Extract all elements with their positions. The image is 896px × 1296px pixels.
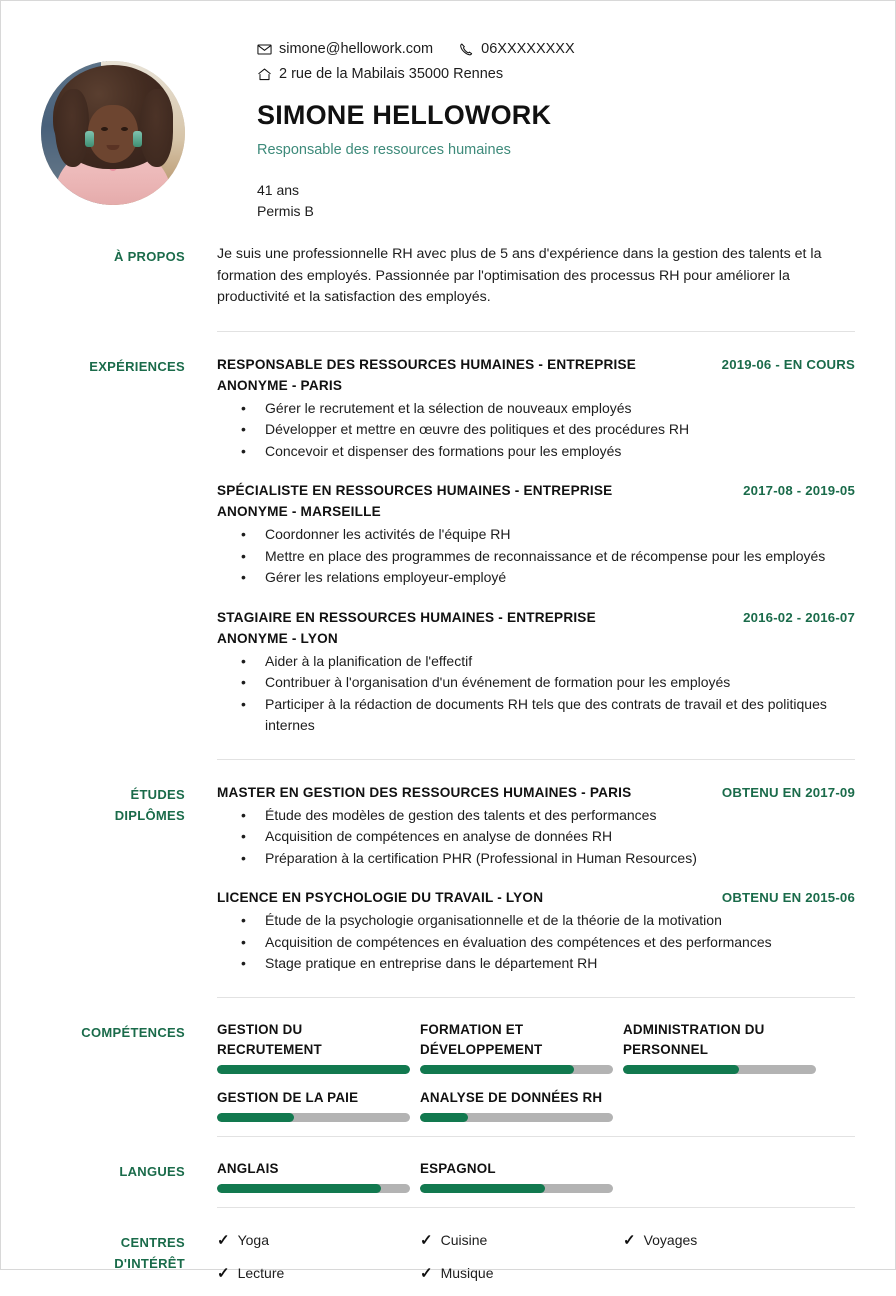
skill-bar bbox=[420, 1065, 613, 1074]
section-languages bbox=[1, 1159, 895, 1207]
list-item: • Étude des modèles de gestion des talents et des performances bbox=[241, 805, 855, 827]
interest-item bbox=[217, 1263, 410, 1284]
section-skills bbox=[1, 1020, 895, 1136]
language-name: ESPAGNOL bbox=[420, 1160, 496, 1176]
interest-item bbox=[217, 1230, 410, 1251]
check-icon: ✓ bbox=[217, 1264, 230, 1282]
languages-grid bbox=[217, 1159, 855, 1207]
education-bullets bbox=[217, 910, 855, 975]
experience-entry bbox=[217, 354, 855, 463]
address-text: 2 rue de la Mabilais 35000 Rennes bbox=[279, 66, 504, 82]
interest-item bbox=[623, 1230, 816, 1251]
interest-label: Cuisine bbox=[440, 1231, 488, 1248]
education-bullets bbox=[217, 805, 855, 870]
licence-text: Permis B bbox=[257, 203, 314, 219]
avatar-eye-right bbox=[121, 127, 128, 131]
experience-title: STAGIAIRE EN RESSOURCES HUMAINES - ENTREPRISE ANONYME - LYON bbox=[217, 609, 596, 646]
resume-header bbox=[1, 1, 895, 222]
list-item: • Acquisition de compétences en évaluation des compétences et des performances bbox=[241, 932, 855, 954]
email-contact[interactable] bbox=[257, 39, 433, 60]
avatar-earring-left bbox=[85, 131, 94, 147]
divider-skills bbox=[217, 1136, 855, 1137]
section-label-experiences: EXPÉRIENCES bbox=[89, 358, 185, 374]
section-label-interests-line2: D'INTÉRÊT bbox=[114, 1255, 185, 1271]
language-name: ANGLAIS bbox=[217, 1160, 279, 1176]
experience-title: RESPONSABLE DES RESSOURCES HUMAINES - ENTREPRISE ANONYME - PARIS bbox=[217, 356, 636, 393]
section-label-interests bbox=[41, 1230, 217, 1274]
experience-date: 2017-08 - 2019-05 bbox=[743, 483, 855, 498]
skill-bar bbox=[217, 1065, 410, 1074]
section-label-interests-line1: CENTRES bbox=[120, 1234, 185, 1250]
section-label-education bbox=[41, 782, 217, 826]
header-info bbox=[257, 31, 855, 222]
language-bar bbox=[420, 1184, 613, 1193]
skill-name: ADMINISTRATION DU PERSONNEL bbox=[623, 1021, 765, 1057]
skill-item bbox=[623, 1020, 816, 1074]
skill-name: GESTION DE LA PAIE bbox=[217, 1089, 359, 1105]
divider-about bbox=[217, 331, 855, 332]
phone-contact[interactable] bbox=[459, 39, 575, 60]
avatar-container bbox=[41, 61, 185, 205]
skill-item bbox=[420, 1020, 613, 1074]
education-date: OBTENU EN 2017-09 bbox=[721, 784, 855, 800]
section-about bbox=[1, 244, 895, 309]
skill-bar bbox=[420, 1113, 613, 1122]
interest-label: Yoga bbox=[237, 1231, 269, 1248]
phone-text: 06XXXXXXXX bbox=[481, 41, 575, 57]
phone-icon bbox=[459, 42, 474, 57]
interests-grid bbox=[217, 1230, 855, 1296]
contact-row-primary bbox=[257, 39, 855, 60]
experience-date: 2016-02 - 2016-07 bbox=[743, 609, 855, 625]
skill-item bbox=[217, 1088, 410, 1122]
section-education bbox=[1, 782, 895, 975]
skill-name: FORMATION ET DÉVELOPPEMENT bbox=[420, 1021, 543, 1057]
age-text: 41 ans bbox=[257, 182, 300, 198]
language-bar-fill bbox=[217, 1184, 381, 1193]
education-entry bbox=[217, 782, 855, 870]
about-text: Je suis une professionnelle RH avec plus de 5 ans d'expérience dans la gestion des talents et la formation des employés. Passionnée par l'optimisation des processus RH pour améliorer la productivité et la satisfaction des employés. bbox=[217, 246, 822, 305]
experience-bullets bbox=[217, 398, 855, 463]
divider-experiences bbox=[217, 759, 855, 760]
avatar-earring-right bbox=[133, 131, 142, 147]
home-icon bbox=[257, 67, 272, 82]
section-label-education-line2: DIPLÔMES bbox=[114, 807, 185, 823]
list-item: • Contribuer à l'organisation d'un événement de formation pour les employés bbox=[241, 672, 855, 694]
interest-label: Lecture bbox=[237, 1264, 285, 1281]
experience-title: SPÉCIALISTE EN RESSOURCES HUMAINES - ENTREPRISE ANONYME - MARSEILLE bbox=[217, 483, 613, 519]
section-interests bbox=[1, 1230, 895, 1296]
experience-entry bbox=[217, 480, 855, 589]
skill-item bbox=[420, 1088, 613, 1122]
avatar-eye-left bbox=[101, 127, 108, 131]
language-item bbox=[420, 1159, 613, 1193]
avatar-hair-right bbox=[139, 89, 173, 167]
skill-bar-fill bbox=[217, 1065, 410, 1074]
list-item: • Aider à la planification de l'effectif bbox=[241, 651, 855, 673]
list-item: • Acquisition de compétences en analyse de données RH bbox=[241, 826, 855, 848]
education-title: MASTER EN GESTION DES RESSOURCES HUMAINES - PARIS bbox=[217, 784, 632, 800]
experience-date: 2019-06 - EN COURS bbox=[721, 356, 855, 372]
avatar-face bbox=[88, 105, 138, 163]
list-item: • Coordonner les activités de l'équipe RH bbox=[241, 524, 855, 546]
experience-entry bbox=[217, 607, 855, 737]
divider-education bbox=[217, 997, 855, 998]
interest-label: Musique bbox=[440, 1264, 494, 1281]
avatar bbox=[41, 61, 185, 205]
list-item: • Stage pratique en entreprise dans le département RH bbox=[241, 953, 855, 975]
list-item: • Étude de la psychologie organisationnelle et de la théorie de la motivation bbox=[241, 910, 855, 932]
list-item: • Concevoir et dispenser des formations pour les employés bbox=[241, 441, 855, 463]
list-item: • Gérer le recrutement et la sélection de nouveaux employés bbox=[241, 398, 855, 420]
email-text: simone@hellowork.com bbox=[279, 41, 434, 57]
language-placeholder bbox=[623, 1159, 816, 1207]
skill-name: ANALYSE DE DONNÉES RH bbox=[420, 1089, 603, 1105]
skill-bar-fill bbox=[217, 1113, 294, 1122]
skill-bar-fill bbox=[623, 1065, 739, 1074]
experience-bullets bbox=[217, 524, 855, 589]
job-title: Responsable des ressources humaines bbox=[257, 142, 511, 158]
section-experiences bbox=[1, 354, 895, 737]
section-label-about: À PROPOS bbox=[113, 249, 185, 264]
interest-item bbox=[420, 1263, 613, 1284]
contact-row-address bbox=[257, 64, 855, 85]
education-entry bbox=[217, 887, 855, 975]
skill-item bbox=[217, 1020, 410, 1074]
education-date: OBTENU EN 2015-06 bbox=[721, 890, 855, 905]
list-item: • Développer et mettre en œuvre des politiques et des procédures RH bbox=[241, 419, 855, 441]
skill-bar-fill bbox=[420, 1065, 574, 1074]
divider-languages bbox=[217, 1207, 855, 1208]
interest-item bbox=[420, 1230, 613, 1251]
language-item bbox=[217, 1159, 410, 1193]
check-icon: ✓ bbox=[217, 1231, 230, 1249]
section-label-languages: LANGUES bbox=[119, 1163, 185, 1179]
interest-label: Voyages bbox=[643, 1231, 698, 1248]
skill-bar bbox=[623, 1065, 816, 1074]
page-title: SIMONE HELLOWORK bbox=[257, 100, 552, 130]
language-bar bbox=[217, 1184, 410, 1193]
list-item: • Mettre en place des programmes de reconnaissance et de récompense pour les employés bbox=[241, 546, 855, 568]
check-icon: ✓ bbox=[623, 1231, 636, 1249]
language-bar-fill bbox=[420, 1184, 545, 1193]
skill-bar-fill bbox=[420, 1113, 468, 1122]
list-item: • Préparation à la certification PHR (Professional in Human Resources) bbox=[241, 848, 855, 870]
check-icon: ✓ bbox=[420, 1264, 433, 1282]
list-item: • Participer à la rédaction de documents RH tels que des contrats de travail et des politiques internes bbox=[241, 694, 855, 737]
list-item: • Gérer les relations employeur-employé bbox=[241, 567, 855, 589]
personal-meta bbox=[257, 180, 855, 222]
skill-bar bbox=[217, 1113, 410, 1122]
skill-name: GESTION DU RECRUTEMENT bbox=[217, 1021, 322, 1057]
avatar-hair-left bbox=[55, 89, 89, 167]
section-label-education-line1: ÉTUDES bbox=[130, 786, 185, 802]
address-contact bbox=[257, 64, 503, 85]
envelope-icon bbox=[257, 42, 272, 57]
section-label-skills: COMPÉTENCES bbox=[81, 1024, 185, 1040]
education-title: LICENCE EN PSYCHOLOGIE DU TRAVAIL - LYON bbox=[217, 890, 544, 905]
check-icon: ✓ bbox=[420, 1231, 433, 1249]
skills-grid bbox=[217, 1020, 855, 1136]
experience-bullets bbox=[217, 651, 855, 737]
